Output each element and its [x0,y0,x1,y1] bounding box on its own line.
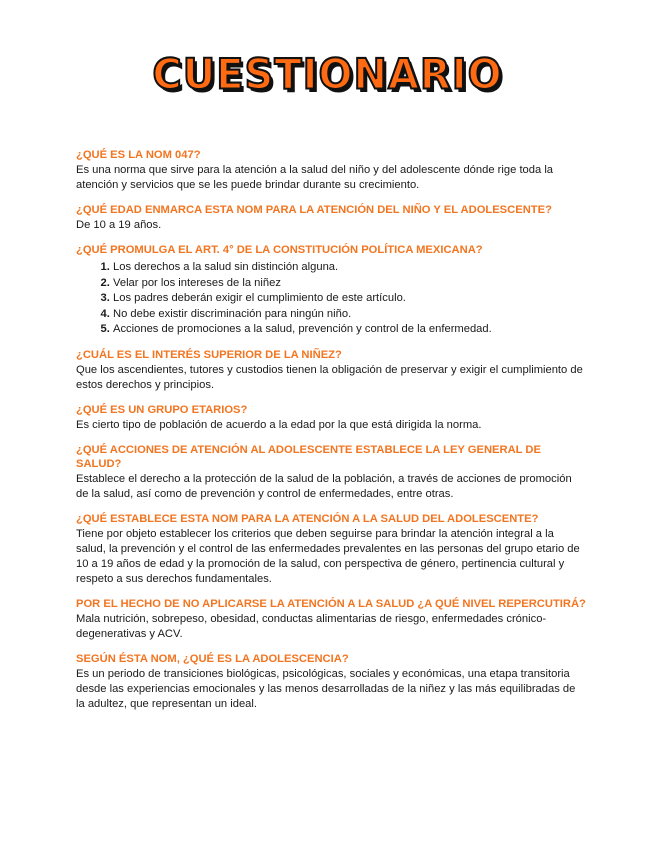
list-item: 5. Acciones de promociones a la salud, prevención y control de la enfermedad. [113,322,586,338]
question-2: ¿QUÉ EDAD ENMARCA ESTA NOM PARA LA ATENCIÓN DEL NIÑO Y EL ADOLESCENTE? [76,204,552,216]
answer-4: Que los ascendientes, tutores y custodios tienen la obligación de preservar y exigir el cumplimiento de estos derechos y principios. [76,363,583,391]
question-5: ¿QUÉ ES UN GRUPO ETARIOS? [76,403,248,416]
title-wrap [0,52,655,98]
qa-block-5 [76,403,586,433]
qa-block-7 [76,512,586,587]
qa-block-6 [76,443,586,502]
qa-block-3 [76,243,586,338]
question-9: SEGÚN ÉSTA NOM, ¿QUÉ ES LA ADOLESCENCIA? [76,652,349,665]
question-3: ¿QUÉ PROMULGA EL ART. 4° DE LA CONSTITUCIÓN POLÍTICA MEXICANA? [76,244,483,256]
answer-8: Mala nutrición, sobrepeso, obesidad, conductas alimentarias de riesgo, enfermedades crónico-degenerativas y ACV. [76,612,547,640]
list-item: 2. Velar por los intereses de la niñez [113,276,586,292]
list-item: 1. Los derechos a la salud sin distinción alguna. [113,260,586,276]
answer-7: Tiene por objeto establecer los criterios que deben seguirse para brindar la atención integral a la salud, la prevención y el control de las enfermedades prevalentes en las personas del grupo etario de 10 a 19 años de edad y la promoción de la salud, con perspectiva de género, pertinencia cultural y respeto a sus derechos fundamentales. [76,527,580,585]
qa-block-2 [76,203,586,233]
answer-5: Es cierto tipo de población de acuerdo a la edad por la que está dirigida la norma. [76,418,482,431]
answer-3-list [76,260,586,338]
qa-block-8 [76,597,586,642]
list-item: 4. No debe existir discriminación para ningún niño. [113,307,586,323]
page-title: CUESTIONARIO [152,50,503,100]
question-6: ¿QUÉ ACCIONES DE ATENCIÓN AL ADOLESCENTE ESTABLECE LA LEY GENERAL DE SALUD? [76,443,541,470]
question-4: ¿CUÁL ES EL INTERÉS SUPERIOR DE LA NIÑEZ? [76,348,342,361]
question-8: POR EL HECHO DE NO APLICARSE LA ATENCIÓN A LA SALUD ¿A QUÉ NIVEL REPERCUTIRÁ? [76,597,586,610]
question-1: ¿QUÉ ES LA NOM 047? [76,149,201,161]
answer-1: Es una norma que sirve para la atención a la salud del niño y del adolescente dónde rige toda la atención y servicios que se les puede brindar durante su crecimiento. [76,164,554,191]
list-item: 3. Los padres deberán exigir el cumplimiento de este artículo. [113,291,586,307]
qa-block-4 [76,348,586,393]
answer-6: Establece el derecho a la protección de la salud de la población, a través de acciones de promoción de la salud, así como de prevención y control de enfermedades, entre otras. [76,472,572,500]
question-7: ¿QUÉ ESTABLECE ESTA NOM PARA LA ATENCIÓN A LA SALUD DEL ADOLESCENTE? [76,512,539,525]
answer-2: De 10 a 19 años. [76,219,162,231]
answer-9: Es un periodo de transiciones biológicas, psicológicas, sociales y económicas, una etapa transitoria desde las experiencias emocionales y las menos desarrolladas de la niñez y las más equilibradas de la adultez, que representan un ideal. [76,667,576,710]
qa-block-9 [76,652,586,712]
questionnaire [76,148,586,722]
qa-block-1 [76,148,586,193]
